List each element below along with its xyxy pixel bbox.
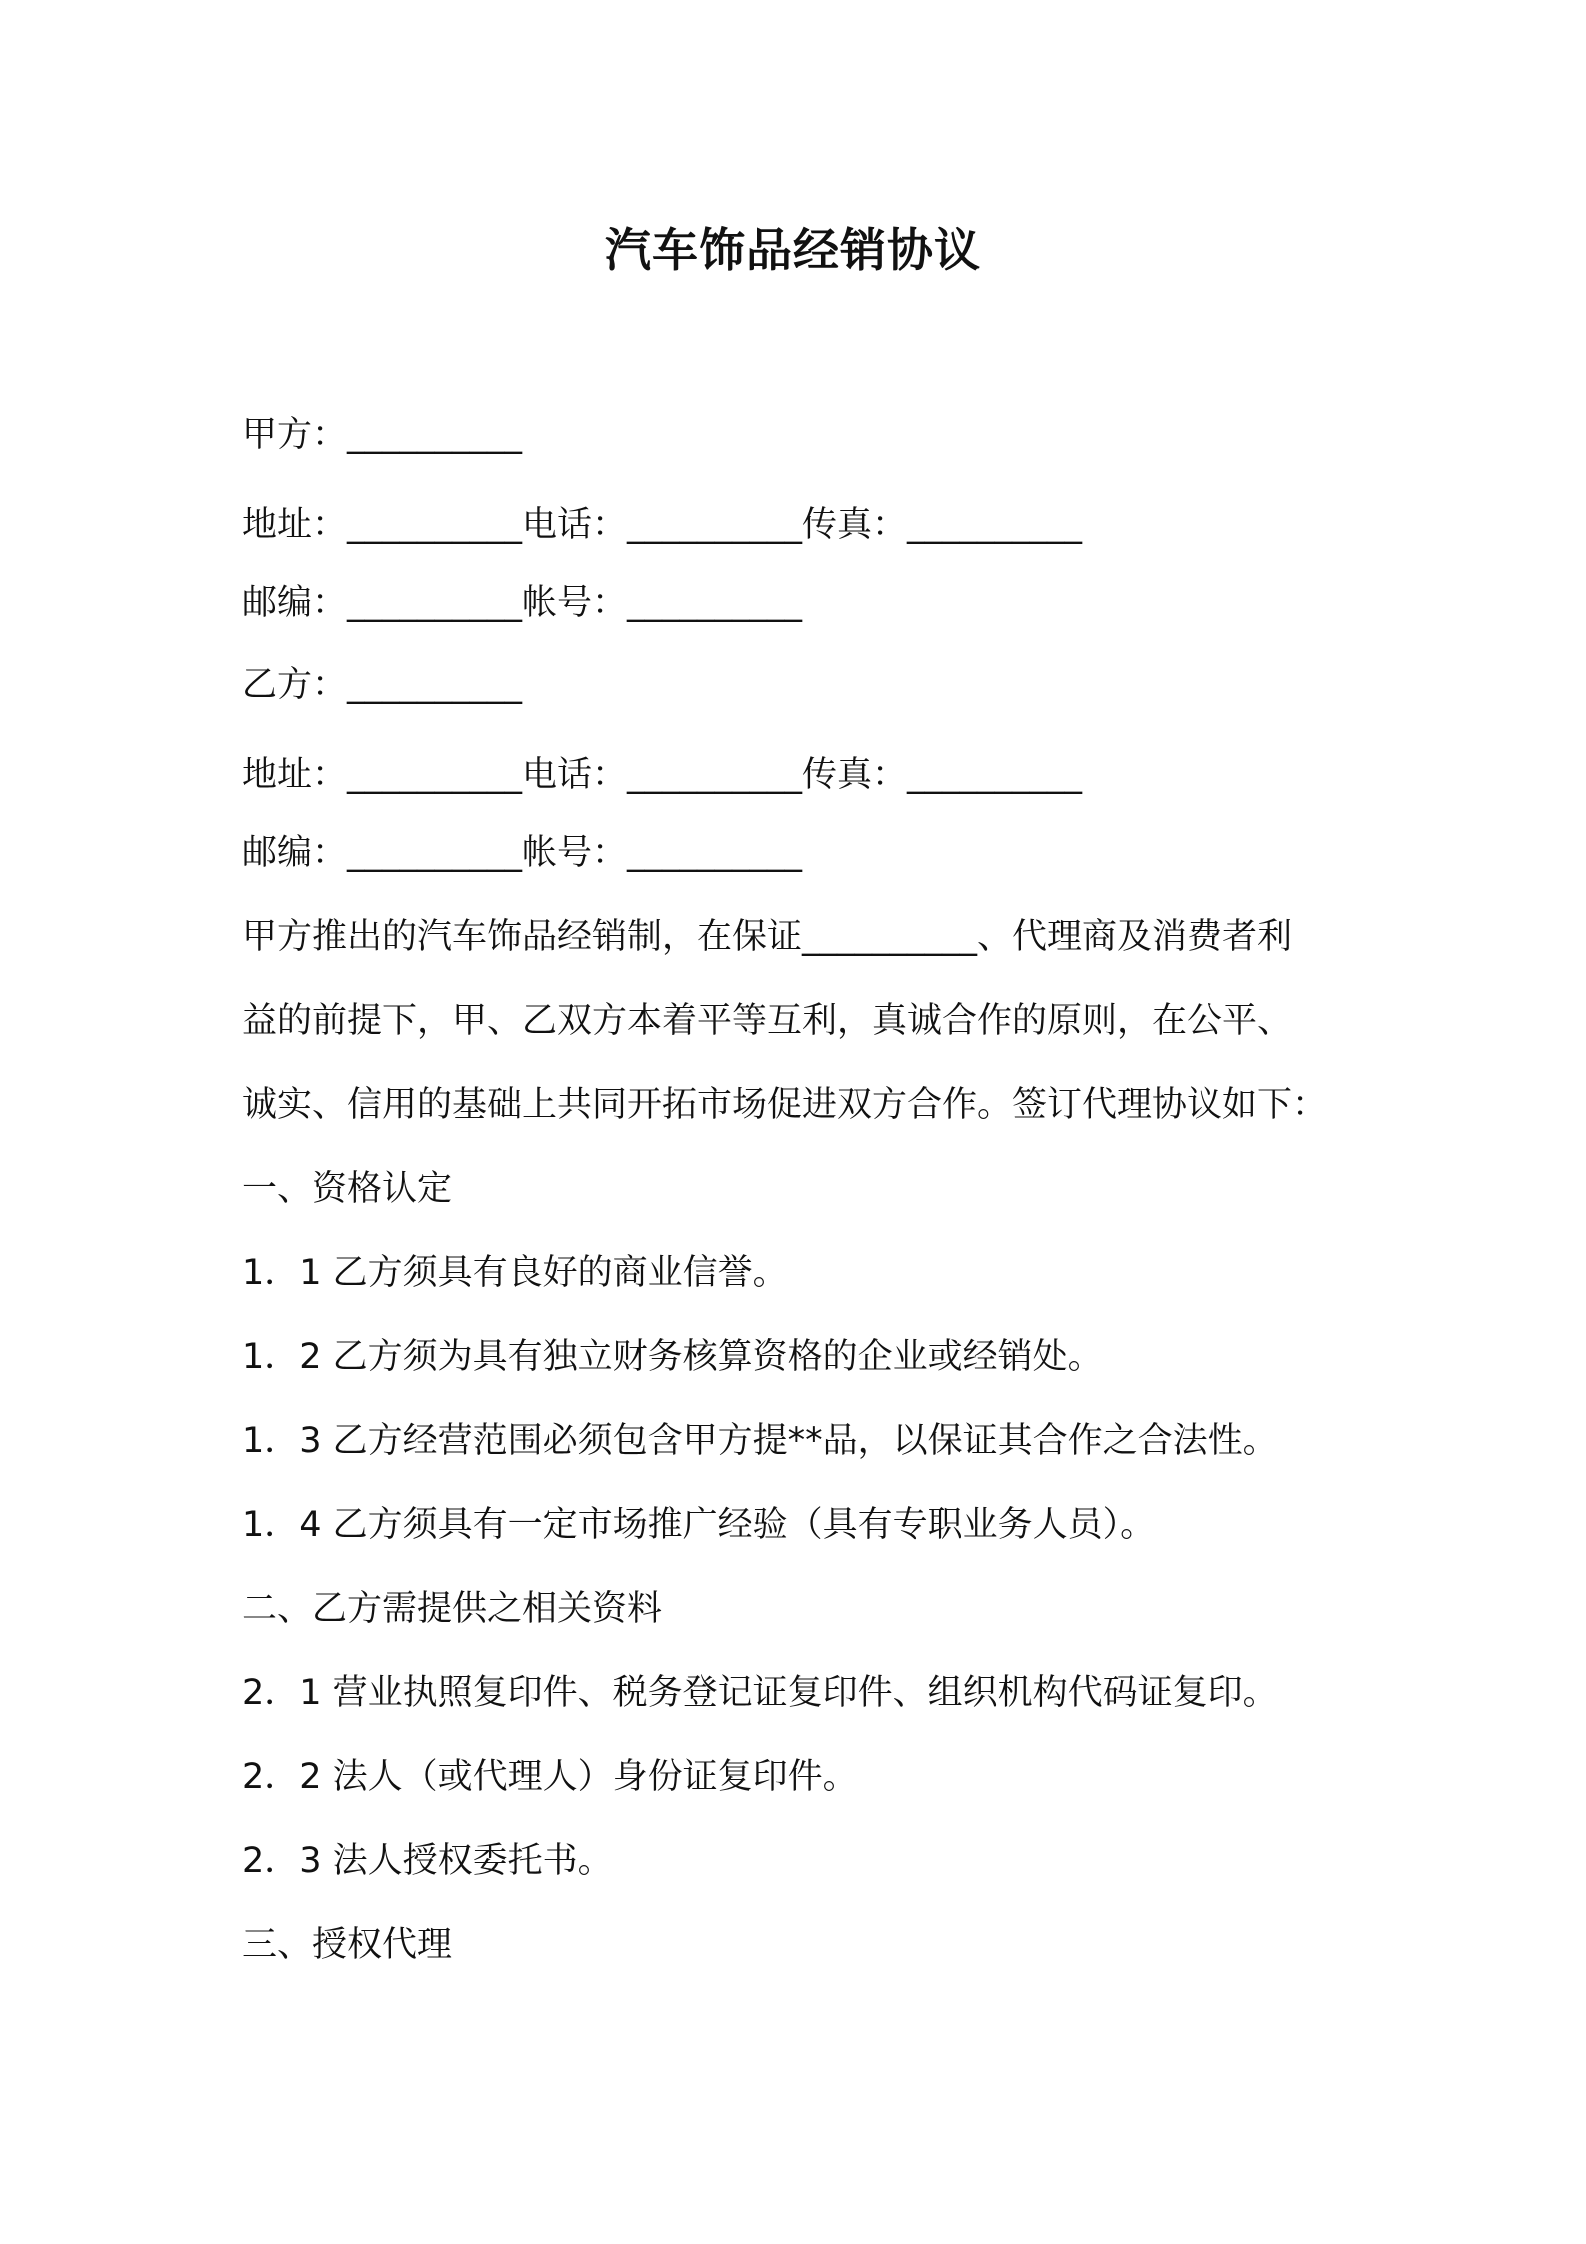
party-a-postcode-line: 邮编：__________帐号：__________	[242, 583, 803, 623]
preamble-line-2: 益的前提下，甲、乙双方本着平等互利，真诚合作的原则，在公平、	[242, 1001, 1293, 1041]
section-3-heading: 三、授权代理	[242, 1925, 453, 1965]
party-b-name-line: 乙方：__________	[242, 665, 523, 705]
party-b-address-line: 地址：__________电话：__________传真：__________	[242, 755, 1083, 795]
section-1-item-1: 1．1 乙方须具有良好的商业信誉。	[242, 1253, 788, 1293]
section-2-item-2: 2．2 法人（或代理人）身份证复印件。	[242, 1757, 858, 1797]
section-2-heading: 二、乙方需提供之相关资料	[242, 1589, 663, 1629]
section-2-item-3: 2．3 法人授权委托书。	[242, 1841, 613, 1881]
section-1-item-4: 1．4 乙方须具有一定市场推广经验（具有专职业务人员）。	[242, 1505, 1156, 1545]
section-1-item-2: 1．2 乙方须为具有独立财务核算资格的企业或经销处。	[242, 1337, 1103, 1377]
section-1-heading: 一、资格认定	[242, 1169, 453, 1209]
preamble-line-3: 诚实、信用的基础上共同开拓市场促进双方合作。签订代理协议如下：	[242, 1085, 1328, 1125]
document-title: 汽车饰品经销协议	[605, 223, 981, 277]
party-a-address-line: 地址：__________电话：__________传真：__________	[242, 505, 1083, 545]
section-2-item-1: 2．1 营业执照复印件、税务登记证复印件、组织机构代码证复印。	[242, 1673, 1278, 1713]
preamble-line-1: 甲方推出的汽车饰品经销制，在保证__________、代理商及消费者利	[242, 917, 1293, 957]
party-a-name-line: 甲方：__________	[242, 415, 523, 455]
party-b-postcode-line: 邮编：__________帐号：__________	[242, 833, 803, 873]
section-1-item-3: 1．3 乙方经营范围必须包含甲方提**品，以保证其合作之合法性。	[242, 1421, 1278, 1461]
